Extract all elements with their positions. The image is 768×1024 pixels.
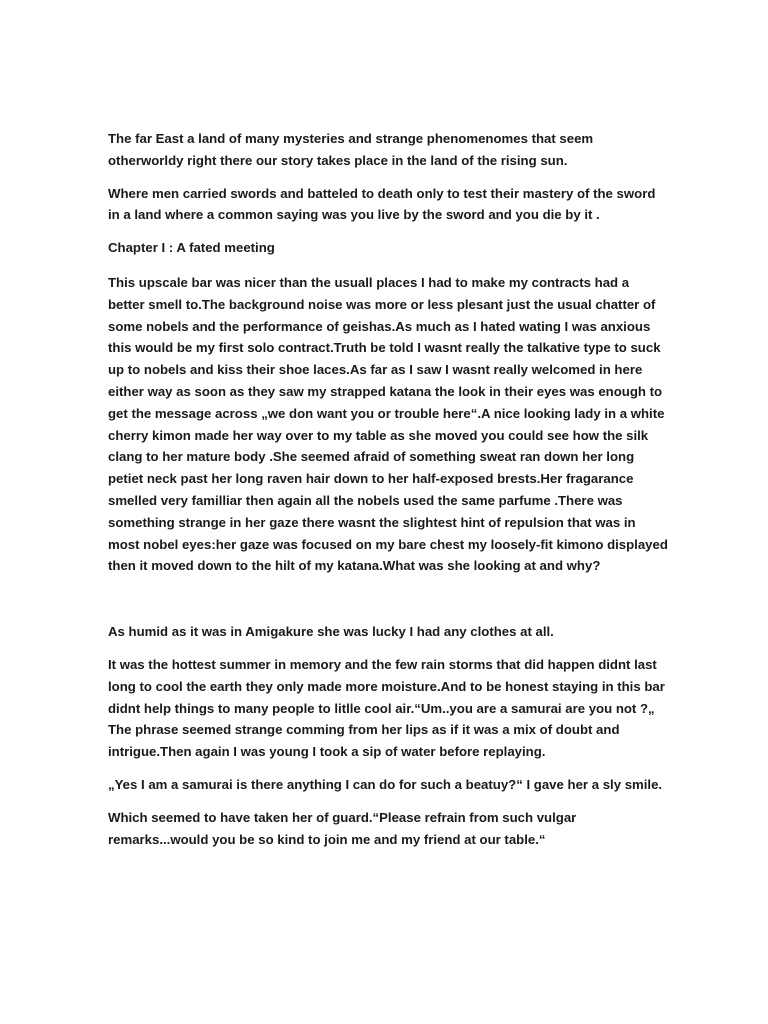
paragraph-hottest-summer: It was the hottest summer in memory and the few rain storms that did happen didnt last long to cool the earth they only made more moisture.And to be honest staying in this bar didnt help things to many people to litlle cool air.“Um..you are a samurai are you not ?„ The phrase seemed strange comming from her lips as if it was a mix of doubt and intrigue.Then again I was young I took a sip of water before replaying. bbox=[108, 656, 665, 760]
chapter-heading: Chapter I : A fated meeting bbox=[108, 240, 275, 256]
paragraph-swords: Where men carried swords and batteled to death only to test their mastery of the sword in a land where a common saying was you live by the sword and you die by it . bbox=[108, 185, 656, 223]
document-page bbox=[108, 128, 668, 861]
paragraph-guard: Which seemed to have taken her of guard.“Please refrain from such vulgar remarks...would you be so kind to join me and my friend at our table.“ bbox=[108, 809, 577, 847]
paragraph-upscale-bar: This upscale bar was nicer than the usuall places I had to make my contracts had a better smell to.The background noise was more or less plesant just the usual chatter of some nobels and the performance of geishas.As much as I hated wating I was anxious this would be my first solo contract.Truth be told I wasnt really the talkative type to suck up to nobels and kiss their shoe laces.As far as I saw I wasnt really welcomed in here either way as soon as they saw my strapped katana the look in their eyes was enough to get the message across „we don want you or trouble here“.A nice looking lady in a white cherry kimon made her way over to my table as she moved you could see how the silk clang to her mature body .She seemed afraid of something sweat ran down her long petiet neck past her long raven hair down to her half-exposed brests.Her fragarance smelled very familliar then again all the nobels used the same parfume .There was something strange in her gaze there wasnt the slightest hint of repulsion that was in most nobel eyes:her gaze was focused on my bare chest my loosely-fit kimono displayed then it moved down to the hilt of my katana.What was she looking at and why? bbox=[108, 274, 668, 574]
paragraph-samurai-reply: „Yes I am a samurai is there anything I can do for such a beatuy?“ I gave her a sly smile. bbox=[108, 776, 663, 792]
blank-line-gap bbox=[108, 588, 668, 621]
paragraph-humid: As humid as it was in Amigakure she was lucky I had any clothes at all. bbox=[108, 624, 554, 640]
paragraph-intro: The far East a land of many mysteries and strange phenomenomes that seem otherworldy right there our story takes place in the land of the rising sun. bbox=[108, 131, 594, 168]
